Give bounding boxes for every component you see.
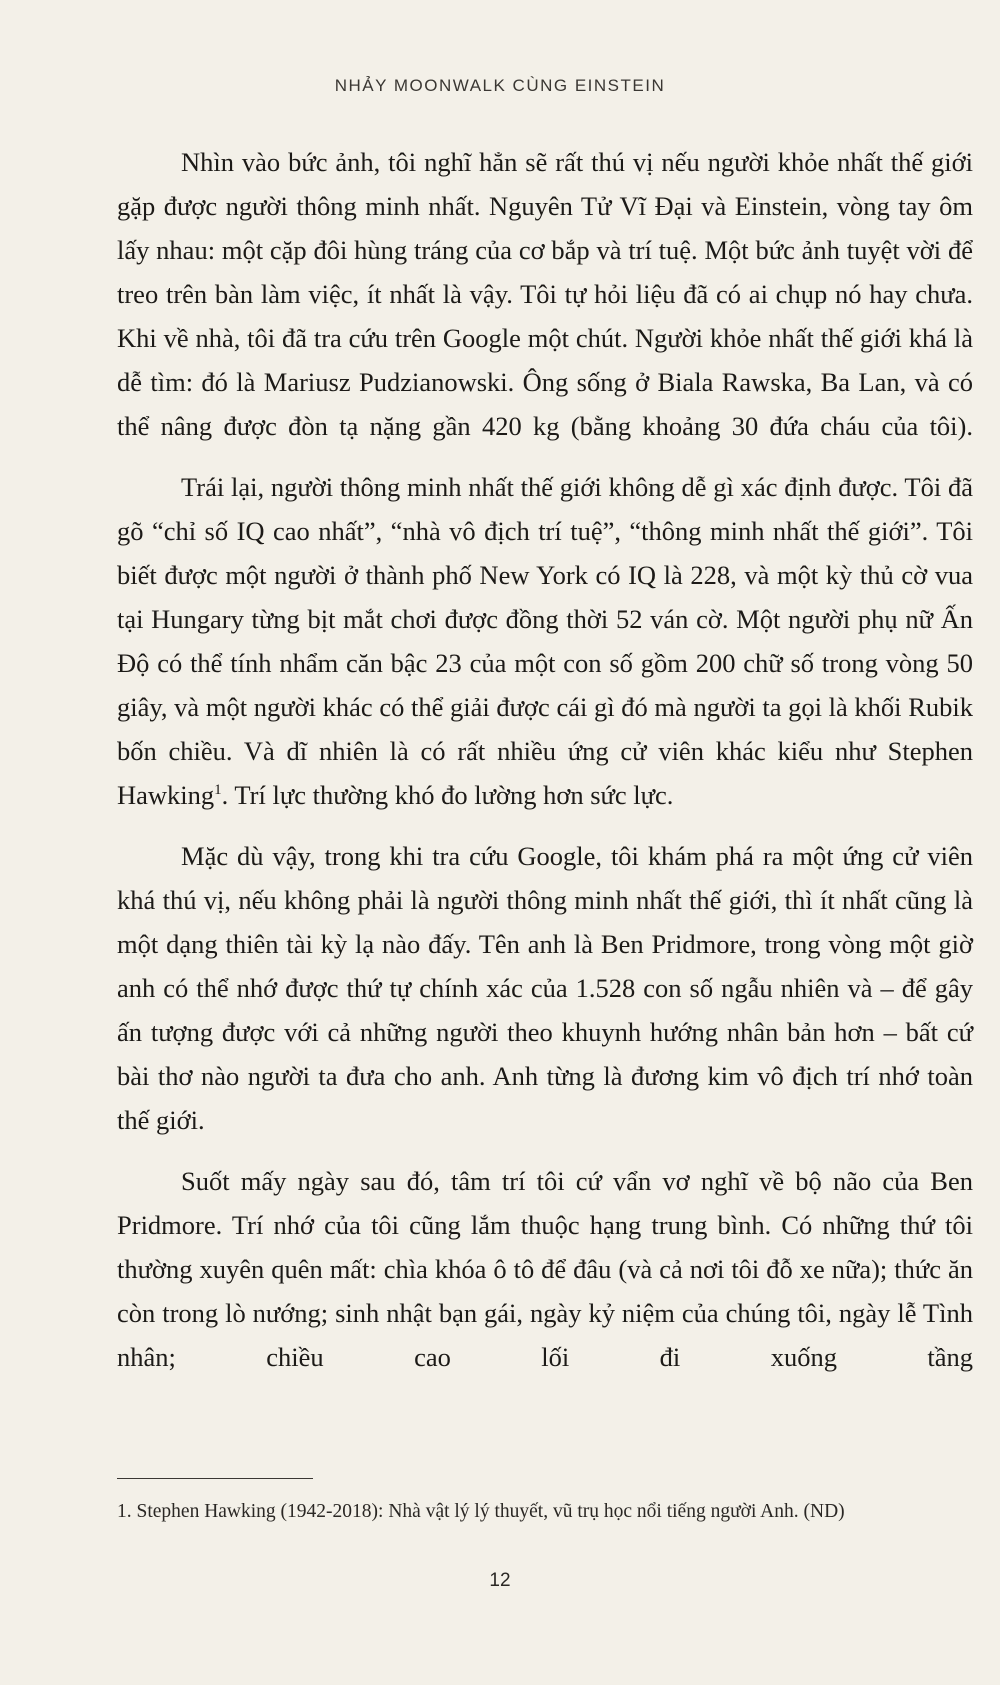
footnote: 1. Stephen Hawking (1942-2018): Nhà vật lý lý thuyết, vũ trụ học nổi tiếng người Anh. (ND) (117, 1501, 845, 1522)
paragraph-1: Nhìn vào bức ảnh, tôi nghĩ hẳn sẽ rất thú vị nếu người khỏe nhất thế giới gặp được người thông minh nhất. Nguyên Tử Vĩ Đại và Einstein, vòng tay ôm lấy nhau: một cặp đôi hùng tráng của cơ bắp và trí tuệ. Một bức ảnh tuyệt vời để treo trên bàn làm việc, ít nhất là vậy. Tôi tự hỏi liệu đã có ai chụp nó hay chưa. Khi về nhà, tôi đã tra cứu trên Google một chút. Người khỏe nhất thế giới khá là dễ tìm: đó là Mariusz Pudzianowski. Ông sống ở Biala Rawska, Ba Lan, và có thể nâng được đòn tạ nặng gần 420 kg (bằng khoảng 30 đứa cháu của tôi). (117, 147, 973, 441)
footnote-divider (117, 1478, 313, 1479)
body-text (117, 140, 973, 1396)
paragraph-2 (117, 465, 973, 817)
paragraph-3: Mặc dù vậy, trong khi tra cứu Google, tôi khám phá ra một ứng cử viên khá thú vị, nếu không phải là người thông minh nhất thế giới, thì ít nhất cũng là một dạng thiên tài kỳ lạ nào đấy. Tên anh là Ben Pridmore, trong vòng một giờ anh có thể nhớ được thứ tự chính xác của 1.528 con số ngẫu nhiên và – để gây ấn tượng được với cả những người theo khuynh hướng nhân bản hơn – bất cứ bài thơ nào người ta đưa cho anh. Anh từng là đương kim vô địch trí nhớ toàn thế giới. (117, 841, 973, 1135)
paragraph-2-text: Trái lại, người thông minh nhất thế giới không dễ gì xác định được. Tôi đã gõ “chỉ số IQ cao nhất”, “nhà vô địch trí tuệ”, “thông minh nhất thế giới”. Tôi biết được một người ở thành phố New York có IQ là 228, và một kỳ thủ cờ vua tại Hungary từng bịt mắt chơi được đồng thời 52 ván cờ. Một người phụ nữ Ấn Độ có thể tính nhẩm căn bậc 23 của một con số gồm 200 chữ số trong vòng 50 giây, và một người khác có thể giải được cái gì đó mà người ta gọi là khối Rubik bốn chiều. Và dĩ nhiên là có rất nhiều ứng cử viên khác kiểu như Stephen Hawking (117, 472, 973, 810)
footnote-reference[interactable]: 1 (214, 782, 222, 799)
paragraph-4: Suốt mấy ngày sau đó, tâm trí tôi cứ vẩn vơ nghĩ về bộ não của Ben Pridmore. Trí nhớ của tôi cũng lắm thuộc hạng trung bình. Có những thứ tôi thường xuyên quên mất: chìa khóa ô tô để đâu (và cả nơi tôi đỗ xe nữa); thức ăn còn trong lò nướng; sinh nhật bạn gái, ngày kỷ niệm của chúng tôi, ngày lễ Tình nhân; chiều cao lối đi xuống tầng (117, 1166, 973, 1372)
page-number: 12 (489, 1570, 511, 1591)
paragraph-2-tail: . Trí lực thường khó đo lường hơn sức lực. (221, 780, 674, 810)
running-head: NHẢY MOONWALK CÙNG EINSTEIN (334, 76, 666, 95)
